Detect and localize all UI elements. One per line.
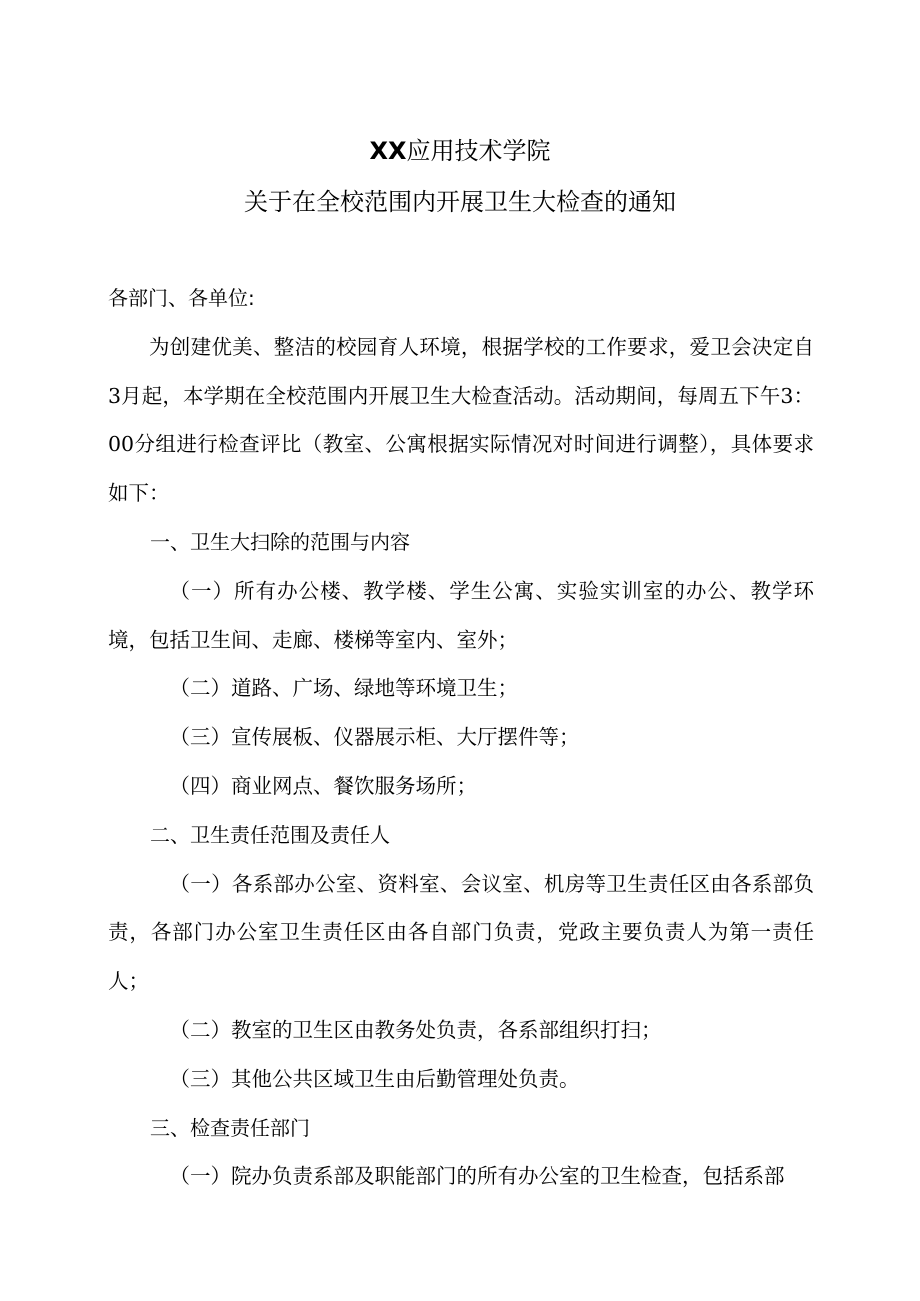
section-1-item-2: （二）道路、广场、绿地等环境卫生；: [169, 676, 518, 701]
section-1-item-1: （一）所有办公楼、教学楼、学生公寓、实验实训室的办公、教学环境，包括卫生间、走廊、楼梯等室内、室外；: [108, 578, 814, 652]
section-heading-1: 一、卫生大扫除的范围与内容: [150, 529, 410, 554]
section-2-item-3: （三）其他公共区域卫生由后勤管理处负责。: [169, 1066, 580, 1091]
section-1-item-3: （三）宣传展板、仪器展示柜、大厅摆件等；: [169, 725, 580, 750]
document-org-title: [0, 133, 920, 169]
section-heading-3: 三、检查责任部门: [150, 1115, 310, 1140]
section-heading-2: 二、卫生责任范围及责任人: [150, 822, 390, 847]
org-name: 应用技术学院: [406, 137, 551, 165]
org-prefix: XX: [369, 137, 407, 165]
section-2-item-1: （一）各系部办公室、资料室、会议室、机房等卫生责任区由各系部负责，各部门办公室卫生责任区由各自部门负责，党政主要负责人为第一责任人；: [108, 871, 814, 994]
section-2-item-2: （二）教室的卫生区由教务处负责，各系部组织打扫；: [169, 1017, 662, 1042]
intro-paragraph: 为创建优美、整洁的校园育人环境，根据学校的工作要求，爱卫会决定自3月起，本学期在全校范围内开展卫生大检查活动。活动期间，每周五下午3：00分组进行检查评比（教室、公寓根据实际情况对时间进行调整），具体要求如下：: [108, 334, 814, 506]
section-1-item-4: （四）商业网点、餐饮服务场所；: [169, 773, 477, 798]
document-body: [108, 274, 814, 1201]
document-title: 关于在全校范围内开展卫生大检查的通知: [244, 188, 676, 216]
salutation: 各部门、各单位:: [108, 286, 255, 310]
section-3-item-1: （一）院办负责系部及职能部门的所有办公室的卫生检查，包括系部: [169, 1164, 785, 1189]
